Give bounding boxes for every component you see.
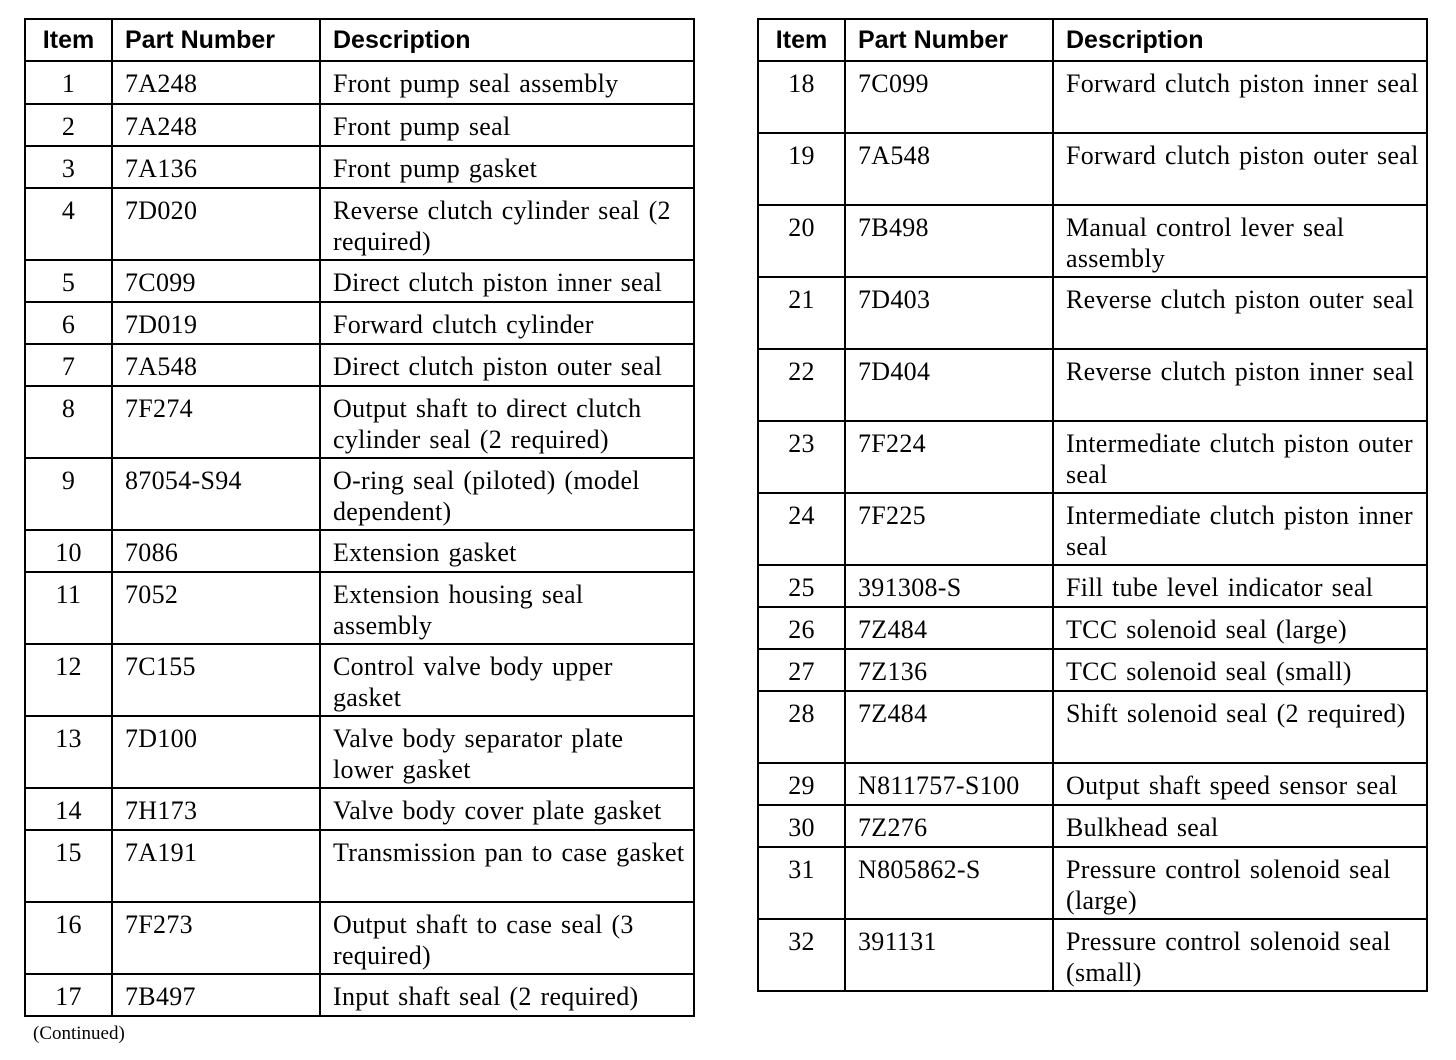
item-cell: 24 [758, 493, 845, 565]
description-cell: Extension housing seal assembly [320, 572, 694, 644]
table-row [25, 104, 694, 146]
table-row [25, 386, 694, 458]
part-number-cell: 7H173 [112, 788, 320, 830]
item-cell: 10 [25, 530, 112, 572]
part-number-cell: 7B498 [845, 205, 1053, 277]
parts-table-left [24, 18, 695, 1017]
table-row [25, 572, 694, 644]
description-cell: Output shaft speed sensor seal [1053, 763, 1427, 805]
item-cell: 28 [758, 691, 845, 763]
description-cell: Intermediate clutch piston inner seal [1053, 493, 1427, 565]
item-cell: 18 [758, 61, 845, 133]
column-header-item: Item [25, 19, 112, 61]
description-cell: Direct clutch piston outer seal [320, 344, 694, 386]
part-number-cell: 7B497 [112, 974, 320, 1016]
description-cell: Extension gasket [320, 530, 694, 572]
item-cell: 26 [758, 607, 845, 649]
description-cell: Valve body cover plate gasket [320, 788, 694, 830]
part-number-cell: 7D404 [845, 349, 1053, 421]
description-cell: Valve body separator plate lower gasket [320, 716, 694, 788]
item-cell: 12 [25, 644, 112, 716]
parts-table-right [757, 18, 1428, 992]
continued-note: (Continued) [33, 1023, 125, 1044]
description-cell: Output shaft to direct clutch cylinder seal (2 required) [320, 386, 694, 458]
part-number-cell: 7052 [112, 572, 320, 644]
item-cell: 25 [758, 565, 845, 607]
item-cell: 32 [758, 919, 845, 991]
item-cell: 31 [758, 847, 845, 919]
part-number-cell: N811757-S100 [845, 763, 1053, 805]
item-cell: 1 [25, 61, 112, 104]
item-cell: 19 [758, 133, 845, 205]
part-number-cell: N805862-S [845, 847, 1053, 919]
description-cell: Forward clutch piston outer seal [1053, 133, 1427, 205]
part-number-cell: 391308-S [845, 565, 1053, 607]
table-row [25, 716, 694, 788]
item-cell: 29 [758, 763, 845, 805]
table-header-row [25, 19, 694, 61]
description-cell: Intermediate clutch piston outer seal [1053, 421, 1427, 493]
parts-table-left-body [25, 61, 694, 1016]
description-cell: Transmission pan to case gasket [320, 830, 694, 902]
part-number-cell: 7F274 [112, 386, 320, 458]
description-cell: Control valve body upper gasket [320, 644, 694, 716]
description-cell: O-ring seal (piloted) (model dependent) [320, 458, 694, 530]
part-number-cell: 7F273 [112, 902, 320, 974]
part-number-cell: 7C099 [845, 61, 1053, 133]
table-row [758, 607, 1427, 649]
item-cell: 15 [25, 830, 112, 902]
item-cell: 22 [758, 349, 845, 421]
table-row [25, 530, 694, 572]
table-row [25, 644, 694, 716]
table-row [758, 349, 1427, 421]
table-row [25, 902, 694, 974]
column-header-part-number: Part Number [845, 19, 1053, 61]
table-row [758, 421, 1427, 493]
table-row [758, 691, 1427, 763]
table-row [758, 61, 1427, 133]
table-row [25, 302, 694, 344]
column-header-part-number: Part Number [112, 19, 320, 61]
part-number-cell: 7086 [112, 530, 320, 572]
column-header-description: Description [1053, 19, 1427, 61]
part-number-cell: 7A548 [112, 344, 320, 386]
table-row [25, 260, 694, 302]
part-number-cell: 7A191 [112, 830, 320, 902]
table-row [25, 974, 694, 1016]
description-cell: Bulkhead seal [1053, 805, 1427, 847]
part-number-cell: 7C155 [112, 644, 320, 716]
description-cell: TCC solenoid seal (small) [1053, 649, 1427, 691]
part-number-cell: 7A136 [112, 146, 320, 188]
description-cell: Reverse clutch piston outer seal [1053, 277, 1427, 349]
item-cell: 9 [25, 458, 112, 530]
table-row [25, 188, 694, 260]
description-cell: Shift solenoid seal (2 required) [1053, 691, 1427, 763]
item-cell: 5 [25, 260, 112, 302]
part-number-cell: 7Z484 [845, 691, 1053, 763]
description-cell: Pressure control solenoid seal (small) [1053, 919, 1427, 991]
table-row [758, 277, 1427, 349]
table-row [758, 763, 1427, 805]
table-row [758, 205, 1427, 277]
table-row [25, 146, 694, 188]
part-number-cell: 391131 [845, 919, 1053, 991]
description-cell: Reverse clutch piston inner seal [1053, 349, 1427, 421]
description-cell: Front pump seal assembly [320, 61, 694, 104]
part-number-cell: 7A548 [845, 133, 1053, 205]
column-header-description: Description [320, 19, 694, 61]
table-row [758, 919, 1427, 991]
part-number-cell: 7Z276 [845, 805, 1053, 847]
description-cell: Output shaft to case seal (3 required) [320, 902, 694, 974]
description-cell: Pressure control solenoid seal (large) [1053, 847, 1427, 919]
item-cell: 3 [25, 146, 112, 188]
item-cell: 4 [25, 188, 112, 260]
column-header-item: Item [758, 19, 845, 61]
description-cell: Reverse clutch cylinder seal (2 required) [320, 188, 694, 260]
description-cell: Fill tube level indicator seal [1053, 565, 1427, 607]
table-row [758, 493, 1427, 565]
part-number-cell: 7Z484 [845, 607, 1053, 649]
description-cell: Front pump gasket [320, 146, 694, 188]
part-number-cell: 7A248 [112, 61, 320, 104]
table-header-row [758, 19, 1427, 61]
table-row [758, 565, 1427, 607]
part-number-cell: 7D100 [112, 716, 320, 788]
parts-table-right-body [758, 61, 1427, 991]
part-number-cell: 7D019 [112, 302, 320, 344]
item-cell: 21 [758, 277, 845, 349]
item-cell: 6 [25, 302, 112, 344]
part-number-cell: 87054-S94 [112, 458, 320, 530]
table-row [25, 830, 694, 902]
item-cell: 17 [25, 974, 112, 1016]
description-cell: Manual control lever seal assembly [1053, 205, 1427, 277]
description-cell: TCC solenoid seal (large) [1053, 607, 1427, 649]
description-cell: Forward clutch cylinder [320, 302, 694, 344]
part-number-cell: 7F225 [845, 493, 1053, 565]
table-row [25, 788, 694, 830]
table-row [25, 344, 694, 386]
item-cell: 14 [25, 788, 112, 830]
item-cell: 30 [758, 805, 845, 847]
item-cell: 8 [25, 386, 112, 458]
table-row [25, 458, 694, 530]
table-row [758, 133, 1427, 205]
item-cell: 27 [758, 649, 845, 691]
item-cell: 20 [758, 205, 845, 277]
table-row [758, 847, 1427, 919]
description-cell: Forward clutch piston inner seal [1053, 61, 1427, 133]
table-row [25, 61, 694, 104]
part-number-cell: 7Z136 [845, 649, 1053, 691]
part-number-cell: 7A248 [112, 104, 320, 146]
part-number-cell: 7D020 [112, 188, 320, 260]
description-cell: Front pump seal [320, 104, 694, 146]
part-number-cell: 7D403 [845, 277, 1053, 349]
part-number-cell: 7F224 [845, 421, 1053, 493]
description-cell: Input shaft seal (2 required) [320, 974, 694, 1016]
table-row [758, 649, 1427, 691]
item-cell: 13 [25, 716, 112, 788]
description-cell: Direct clutch piston inner seal [320, 260, 694, 302]
item-cell: 23 [758, 421, 845, 493]
item-cell: 2 [25, 104, 112, 146]
part-number-cell: 7C099 [112, 260, 320, 302]
item-cell: 7 [25, 344, 112, 386]
item-cell: 16 [25, 902, 112, 974]
table-row [758, 805, 1427, 847]
item-cell: 11 [25, 572, 112, 644]
